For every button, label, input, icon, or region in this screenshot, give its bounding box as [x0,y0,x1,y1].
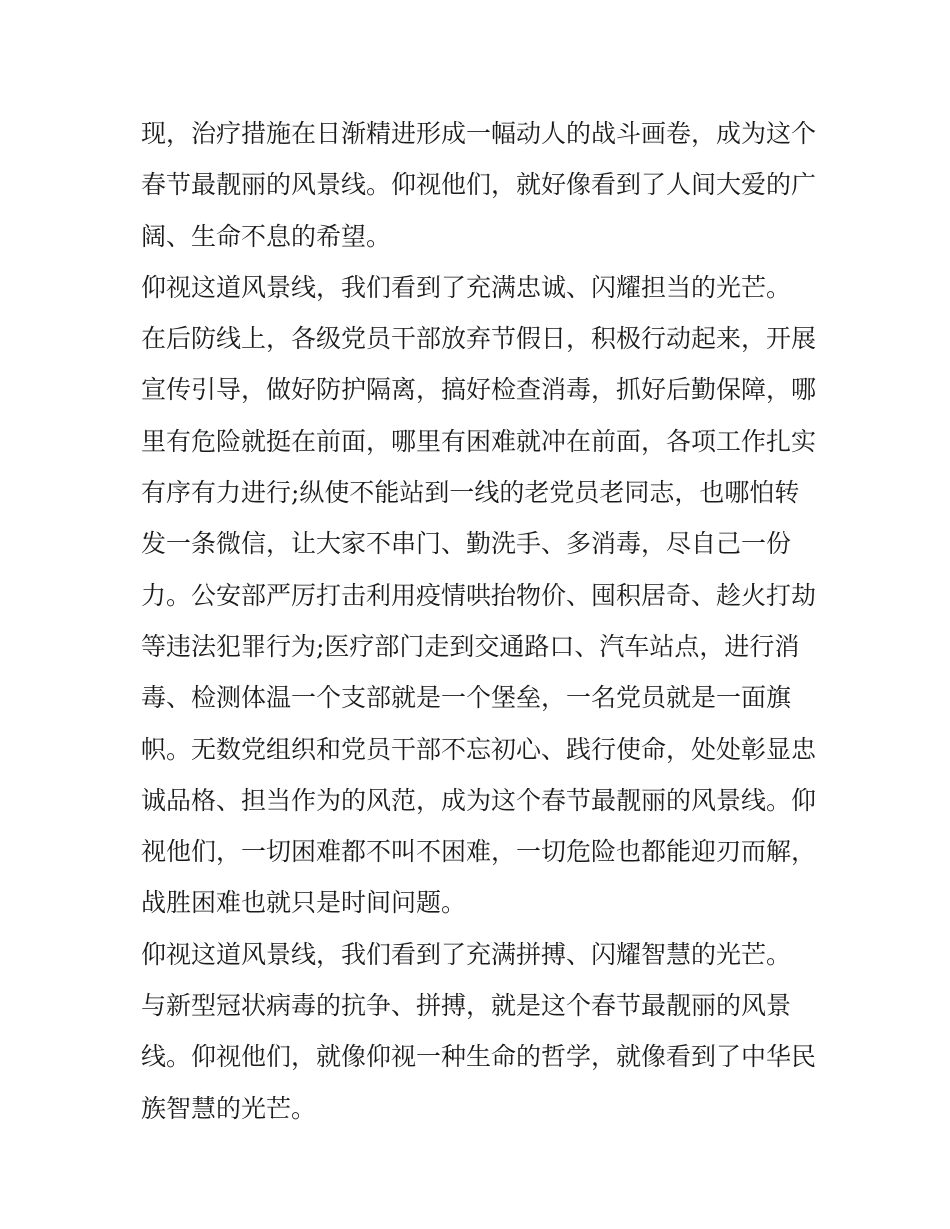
text-line: 战胜困难也就只是时间问题。 [141,888,467,918]
text-line: 帜。无数党组织和党员干部不忘初心、践行使命，处处彰显忠 [141,734,817,764]
text-line: 发一条微信，让大家不串门、勤洗手、多消毒，尽自己一份 [141,529,792,559]
paragraph-2 [141,262,816,313]
text-line: 春节最靓丽的风景线。仰视他们，就好像看到了人间大爱的广 [141,170,817,200]
paragraph-4 [141,929,816,980]
text-line: 与新型冠状病毒的抗争、拼搏，就是这个春节最靓丽的风景 [141,991,792,1021]
paragraph-3 [141,313,816,929]
text-line: 在后防线上，各级党员干部放弃节假日，积极行动起来，开展 [141,324,817,354]
text-line: 视他们，一切困难都不叫不困难，一切危险也都能迎刃而解， [141,837,817,867]
text-line: 仰视这道风景线，我们看到了充满忠诚、闪耀担当的光芒。 [141,272,792,302]
text-line: 诚品格、担当作为的风范，成为这个春节最靓丽的风景线。仰 [141,785,817,815]
text-line: 宣传引导，做好防护隔离，搞好检查消毒，抓好后勤保障，哪 [141,375,817,405]
text-line: 毒、检测体温一个支部就是一个堡垒，一名党员就是一面旗 [141,683,792,713]
paragraph-5 [141,980,816,1134]
text-line: 有序有力进行;纵使不能站到一线的老党员老同志，也哪怕转 [141,478,800,508]
text-line: 阔、生命不息的希望。 [141,221,392,251]
text-line: 里有危险就挺在前面，哪里有困难就冲在前面，各项工作扎实 [141,426,817,456]
text-line: 族智慧的光芒。 [141,1093,317,1123]
text-line: 线。仰视他们，就像仰视一种生命的哲学，就像看到了中华民 [141,1042,817,1072]
text-line: 现，治疗措施在日渐精进形成一幅动人的战斗画卷，成为这个 [141,119,817,148]
text-line: 力。公安部严厉打击利用疫情哄抬物价、囤积居奇、趁火打劫 [141,580,817,610]
text-line: 等违法犯罪行为;医疗部门走到交通路口、汽车站点，进行消 [141,631,800,661]
paragraph-1 [141,108,816,262]
document-body [141,108,816,1134]
text-line: 仰视这道风景线，我们看到了充满拼搏、闪耀智慧的光芒。 [141,939,792,969]
